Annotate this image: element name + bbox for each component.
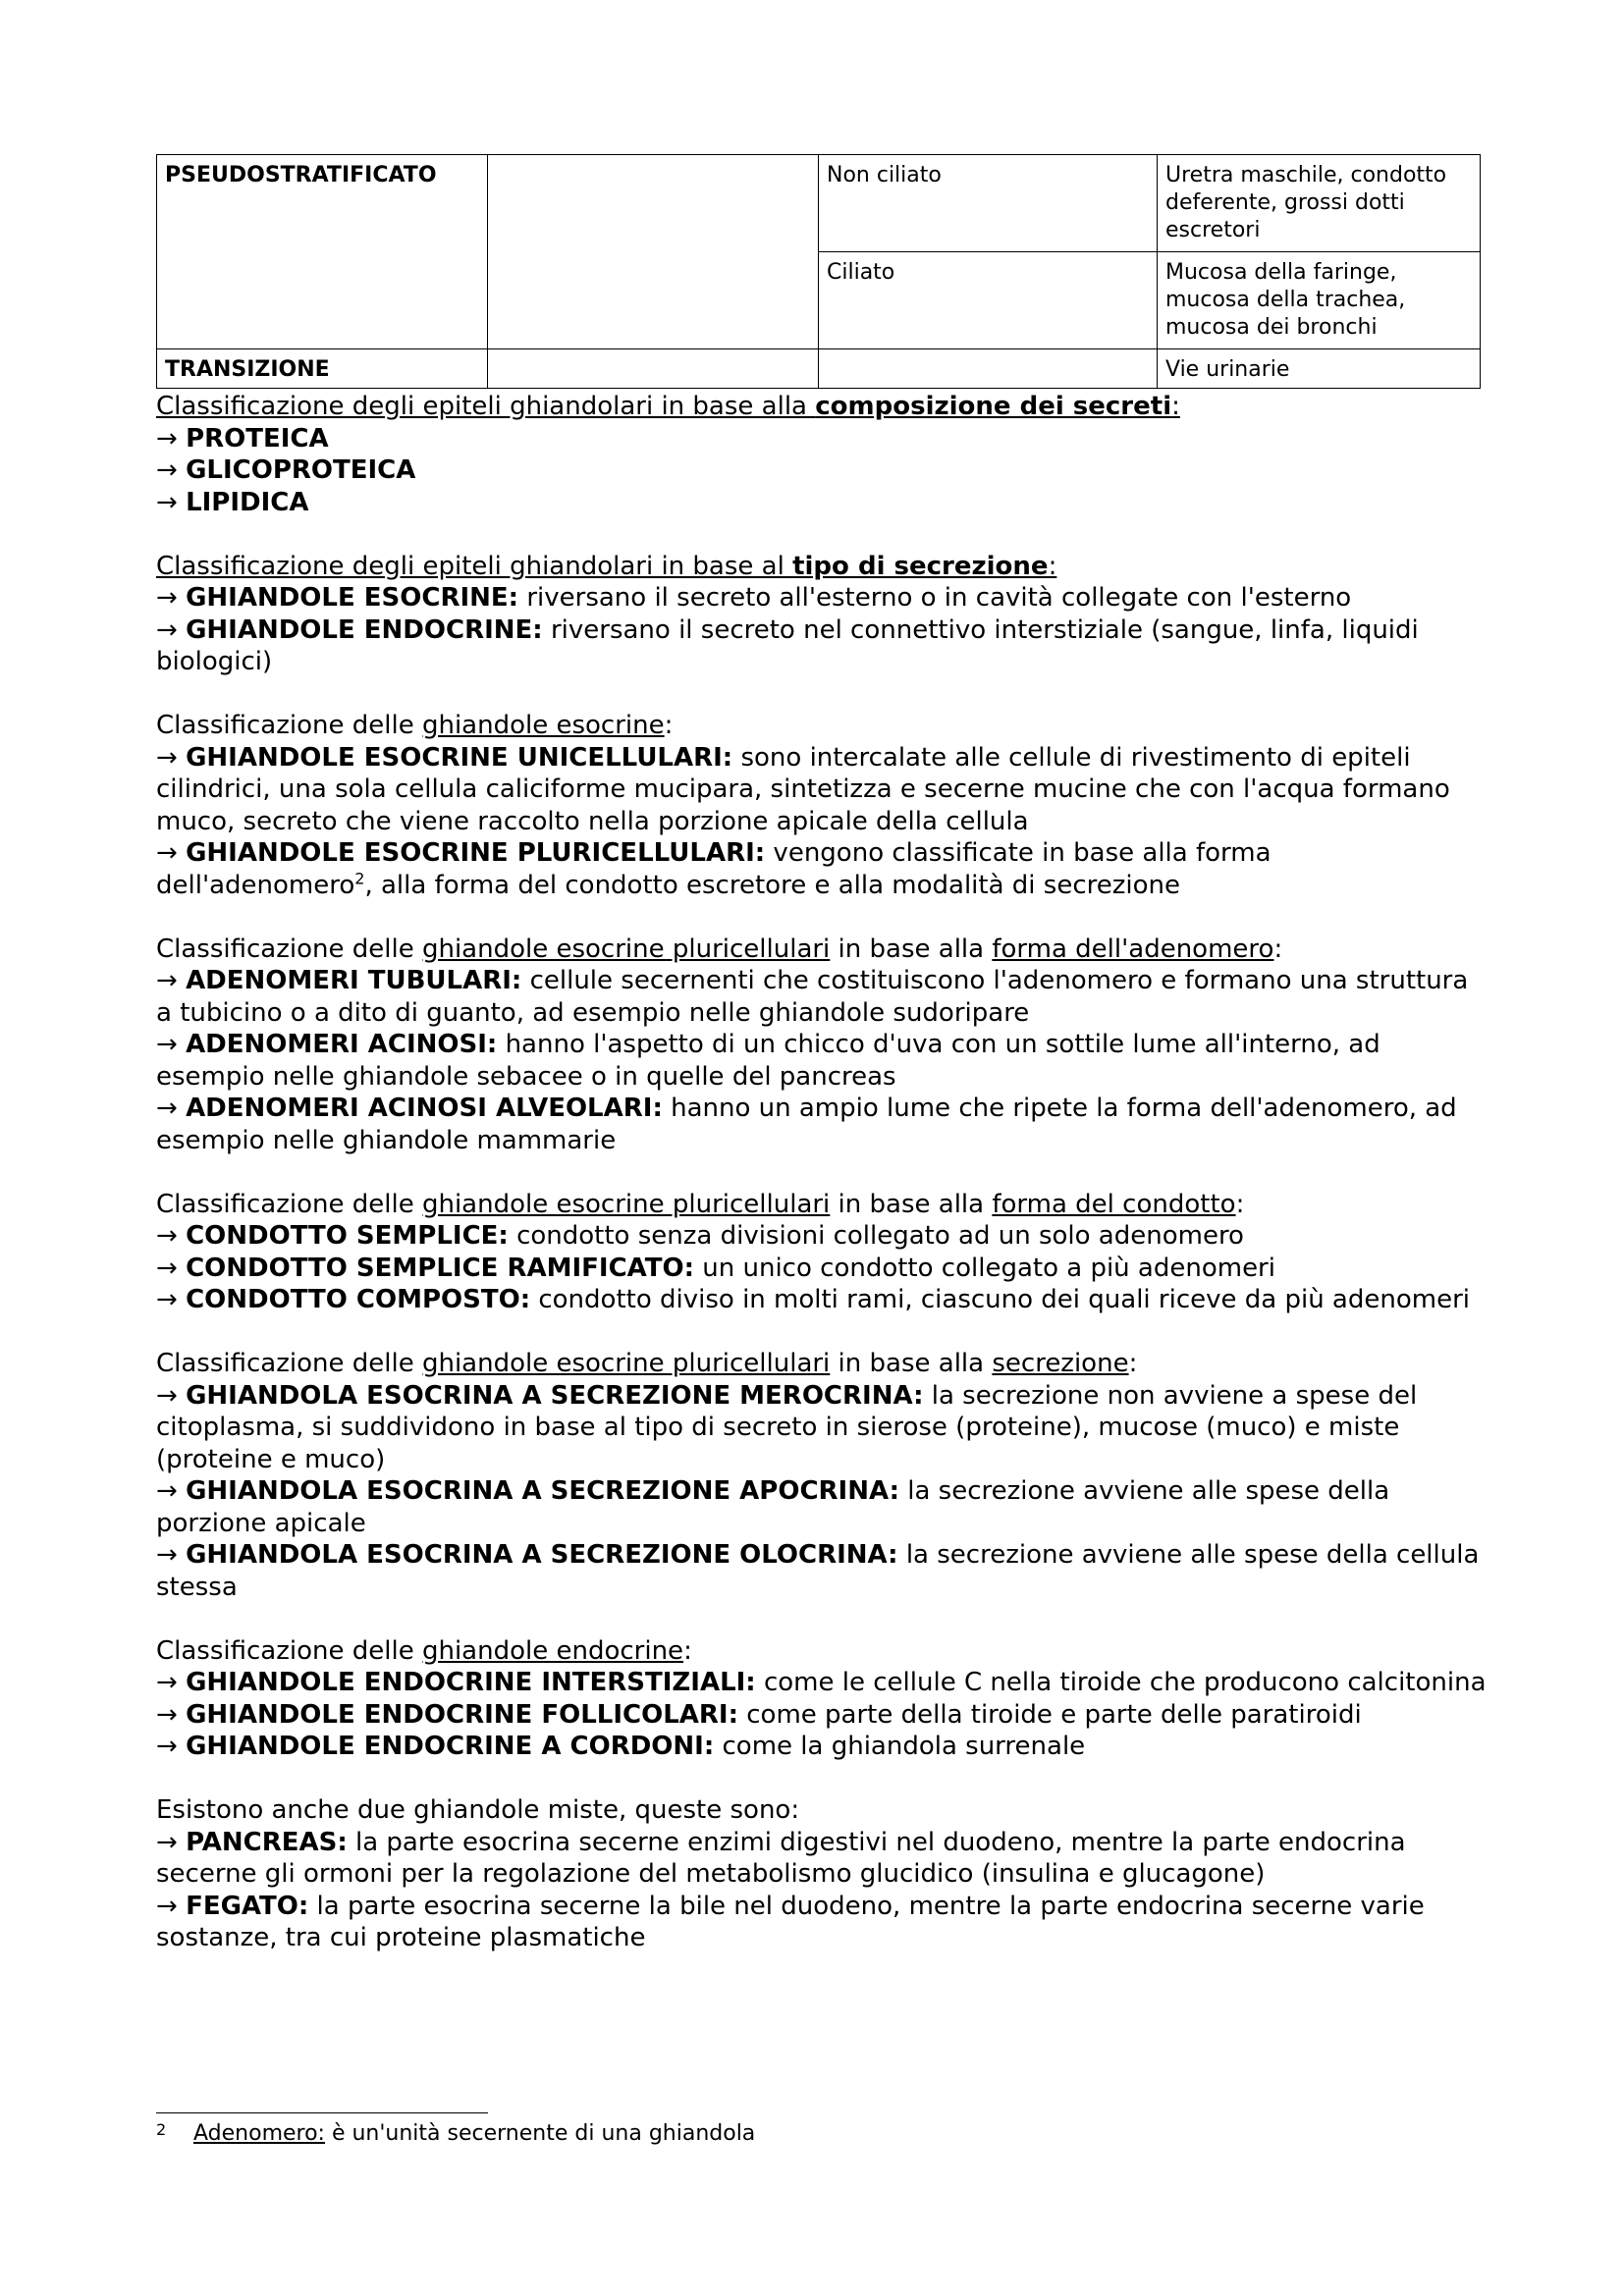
- table-cell: Vie urinarie: [1158, 349, 1481, 389]
- table-cell: Non ciliato: [819, 155, 1158, 252]
- section-mixed-glands: [156, 1794, 1491, 1954]
- list-item: → PANCREAS: la parte esocrina secerne enzimi digestivi nel duodeno, mentre la parte endocrina secerne gli ormoni per la regolazione del metabolismo glucidico (insulina e glucagone): [156, 1827, 1406, 1889]
- footnote-divider: [156, 2112, 488, 2113]
- table-cell: [488, 349, 819, 389]
- section-duct-shape: [156, 1189, 1491, 1316]
- arrow-icon: →: [156, 1476, 178, 1506]
- list-item: → PROTEICA: [156, 423, 329, 454]
- table-row: [157, 349, 1481, 389]
- list-item: → GLICOPROTEICA: [156, 455, 416, 485]
- footnote-number: 2: [156, 2120, 167, 2139]
- list-item: → GHIANDOLE ESOCRINE: riversano il secreto all'esterno o in cavità collegate con l'esterno: [156, 583, 1352, 613]
- footnote-text: è un'unità secernente di una ghiandola: [324, 2121, 756, 2146]
- section-heading: Classificazione delle ghiandole endocrine:: [156, 1635, 692, 1666]
- arrow-icon: →: [156, 1699, 178, 1730]
- arrow-icon: →: [156, 583, 178, 613]
- list-item: → GHIANDOLE ENDOCRINE A CORDONI: come la ghiandola surrenale: [156, 1732, 1086, 1761]
- arrow-icon: →: [156, 1732, 178, 1761]
- arrow-icon: →: [156, 423, 178, 454]
- section-exocrine-glands: [156, 710, 1491, 901]
- list-item: → CONDOTTO SEMPLICE RAMIFICATO: un unico condotto collegato a più adenomeri: [156, 1253, 1275, 1283]
- table-cell: Mucosa della faringe, mucosa della trachea, mucosa dei bronchi: [1158, 252, 1481, 349]
- list-item: → GHIANDOLE ENDOCRINE INTERSTIZIALI: come le cellule C nella tiroide che producono calcitonina: [156, 1668, 1487, 1697]
- arrow-icon: →: [156, 1285, 178, 1314]
- table-cell: [819, 349, 1158, 389]
- list-item: → ADENOMERI ACINOSI ALVEOLARI: hanno un ampio lume che ripete la forma dell'adenomero, ad esempio nelle ghiandole mammarie: [156, 1094, 1457, 1155]
- arrow-icon: →: [156, 838, 178, 868]
- table-cell: Ciliato: [819, 252, 1158, 349]
- list-item: → GHIANDOLE ENDOCRINE: riversano il secreto nel connettivo interstiziale (sangue, linfa, liquidi biologici): [156, 614, 1419, 676]
- arrow-icon: →: [156, 1253, 178, 1283]
- section-heading: Esistono anche due ghiandole miste, queste sono:: [156, 1795, 800, 1825]
- arrow-icon: →: [156, 1030, 178, 1059]
- table-cell: Uretra maschile, condotto deferente, grossi dotti escretori: [1158, 155, 1481, 252]
- arrow-icon: →: [156, 1094, 178, 1123]
- table-row: [157, 155, 1481, 252]
- table-cell: [488, 155, 819, 349]
- section-heading: Classificazione delle ghiandole esocrine pluricellulari in base alla secrezione:: [156, 1349, 1138, 1378]
- list-item: → GHIANDOLE ESOCRINE PLURICELLULARI: vengono classificate in base alla forma dell'adenomero$^2$, alla forma del condotto escretore e alla modalità di secrezione: [156, 838, 1271, 900]
- footnote-term: Adenomero:: [193, 2121, 325, 2146]
- arrow-icon: →: [156, 966, 178, 995]
- section-heading: Classificazione degli epiteli ghiandolari in base alla composizione dei secreti:: [156, 392, 1180, 421]
- arrow-icon: →: [156, 742, 178, 773]
- epithelium-table: [156, 154, 1481, 389]
- arrow-icon: →: [156, 1668, 178, 1697]
- arrow-icon: →: [156, 487, 178, 517]
- list-item: → ADENOMERI TUBULARI: cellule secernenti che costituiscono l'adenomero e formano una struttura a tubicino o a dito di guanto, ad esempio nelle ghiandole sudoripare: [156, 966, 1469, 1028]
- section-secretion-mode: [156, 1348, 1491, 1603]
- section-heading: Classificazione delle ghiandole esocrine pluricellulari in base alla forma dell'adenomero:: [156, 934, 1283, 964]
- section-endocrine-glands: [156, 1635, 1491, 1763]
- list-item: → GHIANDOLE ESOCRINE UNICELLULARI: sono intercalate alle cellule di rivestimento di epiteli cilindrici, una sola cellula caliciforme mucipara, sintetizza e secerne mucine che con l'acqua formano muco, secreto che viene raccolto nella porzione apicale della cellula: [156, 742, 1450, 836]
- arrow-icon: →: [156, 614, 178, 645]
- section-secretion-composition: [156, 391, 1491, 518]
- section-adenomere-shape: [156, 934, 1491, 1157]
- list-item: → GHIANDOLE ENDOCRINE FOLLICOLARI: come parte della tiroide e parte delle paratiroidi: [156, 1699, 1362, 1730]
- list-item: → GHIANDOLA ESOCRINA A SECREZIONE MEROCRINA: la secrezione non avviene a spese del citoplasma, si suddividono in base al tipo di secreto in sierose (proteine), mucose (muco) e miste (proteine e muco): [156, 1380, 1418, 1474]
- list-item: → CONDOTTO SEMPLICE: condotto senza divisioni collegato ad un solo adenomero: [156, 1221, 1244, 1251]
- list-item: → FEGATO: la parte esocrina secerne la bile nel duodeno, mentre la parte endocrina secerne varie sostanze, tra cui proteine plasmatiche: [156, 1891, 1425, 1952]
- footnote-ref: 2: [354, 868, 365, 887]
- list-item: → CONDOTTO COMPOSTO: condotto diviso in molti rami, ciascuno dei quali riceve da più adenomeri: [156, 1285, 1470, 1314]
- section-secretion-type: [156, 551, 1491, 678]
- arrow-icon: →: [156, 1827, 178, 1857]
- list-item: → GHIANDOLA ESOCRINA A SECREZIONE OLOCRINA: la secrezione avviene alle spese della cellula stessa: [156, 1540, 1480, 1602]
- section-heading: Classificazione degli epiteli ghiandolari in base al tipo di secrezione:: [156, 551, 1057, 581]
- arrow-icon: →: [156, 1380, 178, 1411]
- footnote: [156, 2120, 755, 2148]
- arrow-icon: →: [156, 1221, 178, 1251]
- list-item: → GHIANDOLA ESOCRINA A SECREZIONE APOCRINA: la secrezione avviene alle spese della porzione apicale: [156, 1476, 1390, 1538]
- document-body: [156, 391, 1491, 1986]
- table-cell: PSEUDOSTRATIFICATO: [157, 155, 488, 349]
- table-cell: TRANSIZIONE: [157, 349, 488, 389]
- list-item: → ADENOMERI ACINOSI: hanno l'aspetto di un chicco d'uva con un sottile lume all'interno, ad esempio nelle ghiandole sebacee o in quelle del pancreas: [156, 1030, 1380, 1092]
- arrow-icon: →: [156, 455, 178, 485]
- arrow-icon: →: [156, 1891, 178, 1921]
- section-heading: Classificazione delle ghiandole esocrine:: [156, 711, 674, 740]
- section-heading: Classificazione delle ghiandole esocrine pluricellulari in base alla forma del condotto:: [156, 1189, 1245, 1219]
- list-item: → LIPIDICA: [156, 487, 309, 517]
- arrow-icon: →: [156, 1540, 178, 1570]
